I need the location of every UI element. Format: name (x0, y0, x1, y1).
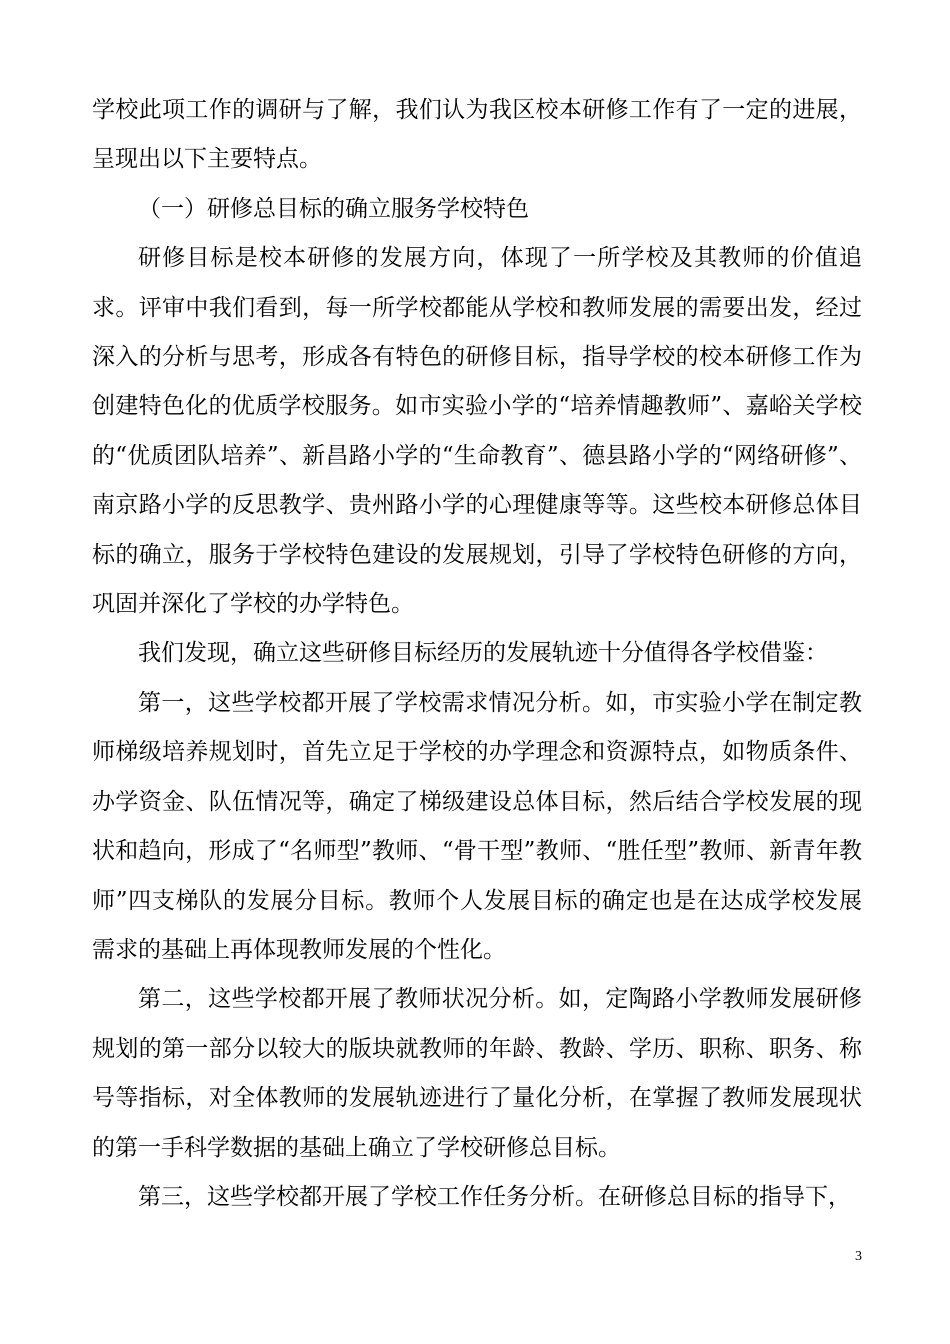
paragraph-second-point: 第二，这些学校都开展了教师状况分析。如，定陶路小学教师发展研修规划的第一部分以较大的版块就教师的年龄、教龄、学历、职称、职务、称号等指标，对全体教师的发展轨迹进行了量化分析，在掌握了教师发展现状的第一手科学数据的基础上确立了学校研修总目标。 (92, 986, 862, 1161)
paragraph-research-goals: 研修目标是校本研修的发展方向，体现了一所学校及其教师的价值追求。评审中我们看到，每一所学校都能从学校和教师发展的需要出发，经过深入的分析与思考，形成各有特色的研修目标，指导学校的校本研修工作为创建特色化的优质学校服务。如市实验小学的“培养情趣教师”、嘉峪关学校的“优质团队培养”、新昌路小学的“生命教育”、德县路小学的“网络研修”、南京路小学的反思教学、贵州路小学的心理健康等等。这些校本研修总体目标的确立，服务于学校特色建设的发展规划，引导了学校特色研修的方向，巩固并深化了学校的办学特色。 (92, 245, 862, 618)
paragraph-first-point: 第一，这些学校都开展了学校需求情况分析。如，市实验小学在制定教师梯级培养规划时，首先立足于学校的办学理念和资源特点，如物质条件、办学资金、队伍情况等，确定了梯级建设总体目标，然后结合学校发展的现状和趋向，形成了“名师型”教师、“骨干型”教师、“胜任型”教师、新青年教师”四支梯队的发展分目标。教师个人发展目标的确定也是在达成学校发展需求的基础上再体现教师发展的个性化。 (92, 689, 862, 963)
section-heading: （一）研修总目标的确立服务学校特色 (138, 195, 529, 222)
page-number: 3 (855, 1249, 862, 1264)
paragraph-findings-intro: 我们发现，确立这些研修目标经历的发展轨迹十分值得各学校借鉴： (138, 640, 828, 667)
paragraph-third-point: 第三，这些学校都开展了学校工作任务分析。在研修总目标的指导下， (138, 1183, 851, 1210)
document-page (92, 86, 862, 1222)
paragraph-intro-continuation: 学校此项工作的调研与了解，我们认为我区校本研修工作有了一定的进展，呈现出以下主要特点。 (92, 97, 862, 173)
